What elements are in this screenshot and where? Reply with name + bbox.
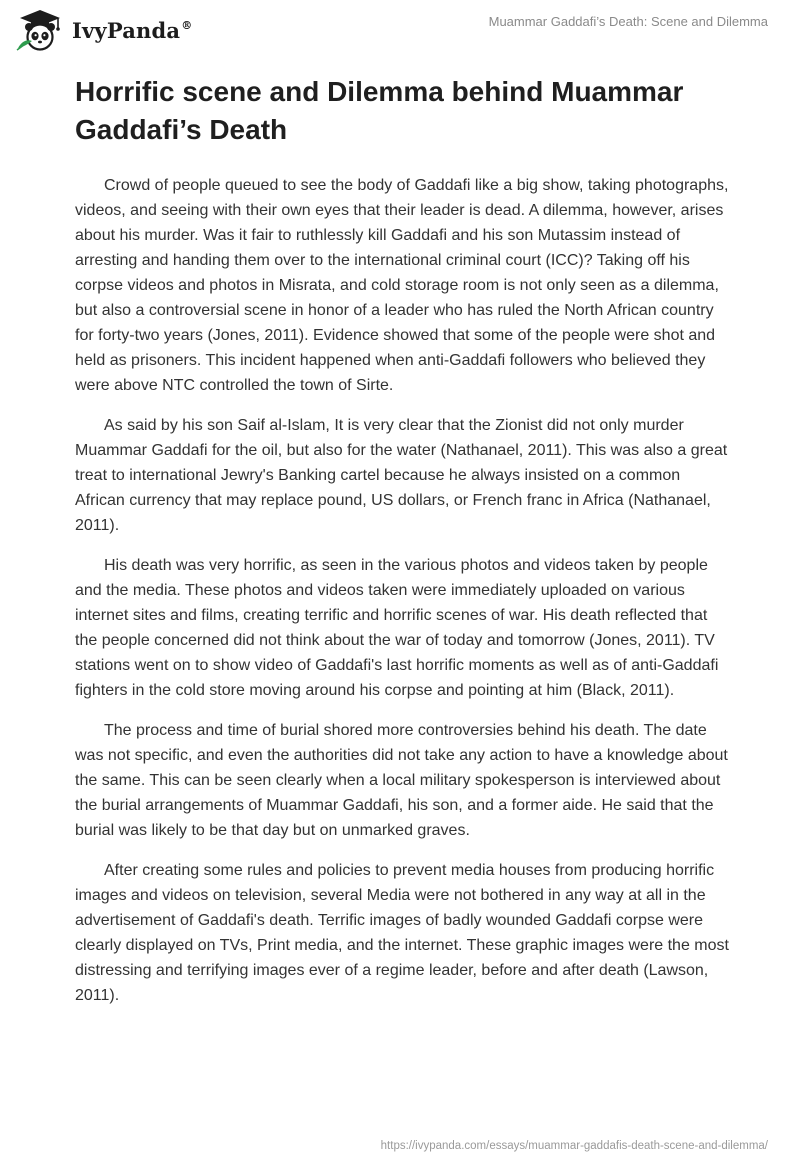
page-header bbox=[0, 0, 800, 62]
running-title: Muammar Gaddafi’s Death: Scene and Dilemma bbox=[488, 14, 768, 29]
ivypanda-logo[interactable] bbox=[14, 8, 192, 52]
article-body bbox=[75, 173, 730, 1023]
article-title: Horrific scene and Dilemma behind Muammar Gaddafi’s Death bbox=[75, 76, 684, 145]
paragraph: His death was very horrific, as seen in the various photos and videos taken by people and the media. These photos and videos taken were immediately uploaded on various internet sites and films, creating terrific and horrific scenes of war. His death reflected that the people concerned did not think about the war of today and tomorrow (Jones, 2011). TV stations went on to show video of Gaddafi's last horrific moments as well as of anti-Gaddafi fighters in the cold store moving around his corpse and pointing at him (Black, 2011). bbox=[75, 557, 719, 699]
paragraph: After creating some rules and policies to prevent media houses from producing horrific images and videos on television, several Media were not bothered in any way at all in the advertisement of Gaddafi's death. Terrific images of badly wounded Gaddafi corpse were clearly displayed on TVs, Print media, and the internet. These graphic images were the most distressing and terrifying images ever of a regime leader, before and after death (Lawson, 2011). bbox=[75, 862, 729, 1004]
paragraph: As said by his son Saif al-Islam, It is very clear that the Zionist did not only murder Muammar Gaddafi for the oil, but also for the water (Nathanael, 2011). This was also a great treat to international Jewry's Banking cartel because he always insisted on a common African currency that may replace pound, US dollars, or French franc in Africa (Nathanael, 2011). bbox=[75, 417, 728, 534]
paragraph: The process and time of burial shored more controversies behind his death. The date was not specific, and even the authorities did not take any action to have a knowledge about the same. This can be seen clearly when a local military spokesperson is interviewed about the burial arrangements of Muammar Gaddafi, his son, and a former aide. He said that the burial was likely to be that day but on unmarked graves. bbox=[75, 722, 728, 839]
brand-name: IvyPanda® bbox=[72, 17, 193, 43]
panda-graduation-cap-icon bbox=[14, 8, 66, 52]
source-url-link[interactable]: https://ivypanda.com/essays/muammar-gaddafis-death-scene-and-dilemma/ bbox=[380, 1140, 768, 1152]
paragraph: Crowd of people queued to see the body of Gaddafi like a big show, taking photographs, videos, and seeing with their own eyes that their leader is dead. A dilemma, however, arises about his murder. Was it fair to ruthlessly kill Gaddafi and his son Mutassim instead of arresting and handing them over to the international criminal court (ICC)? Taking off his corpse videos and photos in Misrata, and cold storage room is not only seen as a dilemma, but also a controversial scene in honor of a leader who has ruled the North African country for forty-two years (Jones, 2011). Evidence showed that some of the people were shot and held as prisoners. This incident happened when anti-Gaddafi followers who believed they were above NTC controlled the town of Sirte. bbox=[75, 177, 729, 394]
